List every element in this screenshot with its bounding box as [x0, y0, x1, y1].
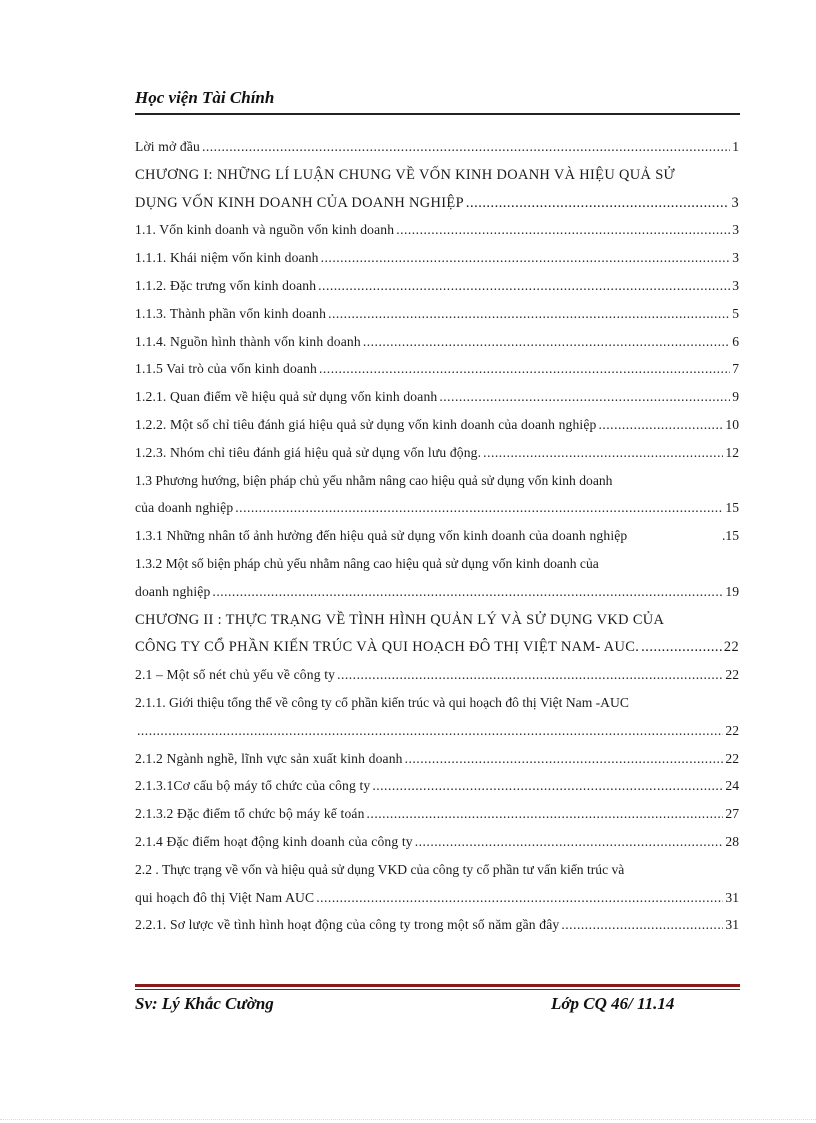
- toc-entry-text: 2.1 – Một số nét chủ yếu về công ty: [135, 667, 336, 683]
- toc-page-number: 3: [732, 277, 739, 293]
- toc-entry[interactable]: [135, 804, 739, 832]
- toc-entry[interactable]: [135, 220, 739, 248]
- toc-leader-dots: [202, 137, 730, 157]
- toc-entry-text: 1.1. Vốn kinh doanh và nguồn vốn kinh doanh: [135, 222, 395, 238]
- toc-entry-text: 1.3 Phương hướng, biện pháp chủ yếu nhằm nâng cao hiệu quả sử dụng vốn kinh doanh: [135, 472, 613, 488]
- toc-page-number: 24: [725, 778, 739, 794]
- toc-entry[interactable]: [135, 387, 739, 415]
- toc-entry[interactable]: [135, 415, 739, 443]
- toc-page-number: 22: [723, 639, 739, 656]
- toc-entry-text: doanh nghiệp: [135, 583, 211, 599]
- toc-entry-text: 1.1.5 Vai trò của vốn kinh doanh: [135, 361, 317, 377]
- toc-leader-dots: [372, 776, 723, 796]
- toc-leader-dots: [363, 332, 730, 352]
- toc-entry-text: 1.1.3. Thành phần vốn kinh doanh: [135, 305, 327, 321]
- toc-page-number: 7: [732, 361, 739, 377]
- toc-entry[interactable]: [135, 526, 739, 554]
- toc-entry-text: Lời mở đầu: [135, 139, 200, 154]
- toc-entry[interactable]: [135, 776, 739, 804]
- footer-class-code: Lớp CQ 46/ 11.14: [551, 994, 675, 1013]
- toc-entry-text: 1.2.2. Một số chỉ tiêu đánh giá hiệu quả sử dụng vốn kinh doanh của doanh nghiệp: [135, 416, 597, 432]
- toc-leader-dots: [396, 220, 730, 240]
- toc-leader-dots: [321, 248, 731, 268]
- toc-entry[interactable]: [135, 276, 739, 304]
- toc-entry-text: của doanh nghiệp: [135, 500, 234, 516]
- table-of-contents: [135, 137, 739, 943]
- toc-entry-text: 1.1.4. Nguồn hình thành vốn kinh doanh: [135, 333, 361, 349]
- toc-entry-text: DỤNG VỐN KINH DOANH CỦA DOANH NGHIỆP: [135, 194, 464, 211]
- toc-entry[interactable]: [135, 332, 739, 360]
- toc-entry[interactable]: [135, 359, 739, 387]
- toc-leader-dots: [483, 443, 723, 463]
- footer-rule-thin: [135, 989, 740, 990]
- toc-entry-text: 1.1.1. Khái niệm vốn kinh doanh: [135, 250, 319, 266]
- toc-entry[interactable]: [135, 193, 739, 221]
- toc-page-number: 9: [732, 389, 739, 405]
- toc-leader-dots: [328, 304, 730, 324]
- toc-entry-text: CHƯƠNG I: NHỮNG LÍ LUẬN CHUNG VỀ VỐN KINH DOANH VÀ HIỆU QUẢ SỬ: [135, 166, 676, 183]
- toc-entry[interactable]: [135, 248, 739, 276]
- toc-entry[interactable]: [135, 304, 739, 332]
- toc-leader-dots: [466, 193, 730, 213]
- toc-entry[interactable]: [135, 637, 739, 665]
- toc-entry-text: 2.1.2 Ngành nghề, lĩnh vực sản xuất kinh doanh: [135, 750, 403, 766]
- toc-entry[interactable]: [135, 137, 739, 165]
- toc-entry[interactable]: [135, 721, 739, 749]
- toc-entry-text: 1.1.2. Đặc trưng vốn kinh doanh: [135, 277, 317, 293]
- toc-entry-text: 2.2.1. Sơ lược về tình hình hoạt động của công ty trong một số năm gần đây: [135, 917, 560, 933]
- toc-entry-text: CÔNG TY CỔ PHẦN KIẾN TRÚC VÀ QUI HOẠCH ĐÔ THỊ VIỆT NAM- AUC.: [135, 639, 640, 656]
- toc-entry[interactable]: [135, 665, 739, 693]
- toc-leader-dots: [235, 498, 723, 518]
- toc-page-number: 10: [725, 416, 739, 432]
- toc-leader-dots: [415, 832, 724, 852]
- toc-leader-dots: [337, 665, 723, 685]
- header-title: Học viện Tài Chính: [135, 88, 275, 107]
- toc-entry[interactable]: [135, 498, 739, 526]
- toc-leader-dots: [598, 415, 723, 435]
- toc-entry[interactable]: [135, 749, 739, 777]
- toc-entry[interactable]: [135, 693, 739, 721]
- toc-entry[interactable]: [135, 471, 739, 499]
- toc-entry-text: 1.2.3. Nhóm chỉ tiêu đánh giá hiệu quả sử dụng vốn lưu động.: [135, 444, 482, 460]
- toc-entry-text: 2.2 . Thực trạng về vốn và hiệu quả sử dụng VKD của công ty cổ phần tư vấn kiến trúc và: [135, 861, 625, 877]
- toc-entry-text: 2.1.3.2 Đặc điểm tổ chức bộ máy kế toán: [135, 806, 365, 822]
- toc-page-number: 22: [725, 667, 739, 683]
- toc-page-number: 15: [725, 500, 739, 516]
- toc-leader-dots: [439, 387, 730, 407]
- toc-page-number: 22: [725, 750, 739, 766]
- toc-entry-text: 1.3.2 Một số biện pháp chủ yếu nhằm nâng cao hiệu quả sử dụng vốn kinh doanh của: [135, 555, 599, 571]
- toc-page-number: 6: [732, 333, 739, 349]
- toc-page-number: 22: [725, 722, 739, 738]
- toc-leader-dots: [319, 359, 730, 379]
- toc-entry-text: 1.3.1 Những nhân tố ảnh hưởng đến hiệu quả sử dụng vốn kinh doanh của doanh nghiệp: [135, 528, 628, 544]
- toc-page-number: .15: [722, 528, 739, 544]
- toc-page-number: 27: [725, 806, 739, 822]
- toc-entry-text: 1.2.1. Quan điểm về hiệu quả sử dụng vốn kinh doanh: [135, 389, 438, 405]
- toc-leader-dots: [212, 582, 723, 602]
- toc-page-number: 1: [732, 139, 739, 154]
- toc-leader-dots: [137, 721, 723, 741]
- toc-page-number: 12: [725, 444, 739, 460]
- toc-entry[interactable]: [135, 888, 739, 916]
- toc-entry[interactable]: [135, 443, 739, 471]
- toc-entry[interactable]: [135, 582, 739, 610]
- toc-entry[interactable]: [135, 554, 739, 582]
- toc-leader-dots: [561, 915, 723, 935]
- header-rule: [135, 113, 740, 115]
- toc-entry-text: CHƯƠNG II : THỰC TRẠNG VỀ TÌNH HÌNH QUẢN LÝ VÀ SỬ DỤNG VKD CỦA: [135, 611, 665, 628]
- toc-entry[interactable]: [135, 915, 739, 943]
- toc-leader-dots: [641, 637, 722, 657]
- footer-rule: [135, 984, 740, 987]
- toc-entry[interactable]: [135, 860, 739, 888]
- toc-entry-text: 2.1.3.1Cơ cấu bộ máy tổ chức của công ty: [135, 778, 371, 794]
- toc-page-number: 19: [725, 583, 739, 599]
- toc-page-number: 31: [725, 889, 739, 905]
- toc-page-number: 3: [732, 222, 739, 238]
- toc-entry[interactable]: [135, 610, 739, 638]
- toc-page-number: 28: [725, 833, 739, 849]
- toc-entry-text: 2.1.4 Đặc điểm hoạt động kinh doanh của công ty: [135, 833, 413, 849]
- toc-page-number: 3: [731, 194, 739, 211]
- toc-entry[interactable]: [135, 165, 739, 193]
- toc-leader-dots: [316, 888, 723, 908]
- toc-entry-text: 2.1.1. Giới thiệu tổng thể về công ty cổ phần kiến trúc và qui hoạch đô thị Việt Nam -AUC: [135, 694, 629, 710]
- toc-entry-text: qui hoạch đô thị Việt Nam AUC: [135, 889, 315, 905]
- page-edge: [0, 1119, 816, 1120]
- toc-page-number: 31: [725, 917, 739, 933]
- footer-student-name: Sv: Lý Khắc Cường: [135, 994, 274, 1013]
- toc-leader-dots: [405, 749, 724, 769]
- toc-page-number: 3: [732, 250, 739, 266]
- toc-entry[interactable]: [135, 832, 739, 860]
- toc-leader-dots: [318, 276, 730, 296]
- toc-page-number: 5: [732, 305, 739, 321]
- toc-leader-dots: [367, 804, 724, 824]
